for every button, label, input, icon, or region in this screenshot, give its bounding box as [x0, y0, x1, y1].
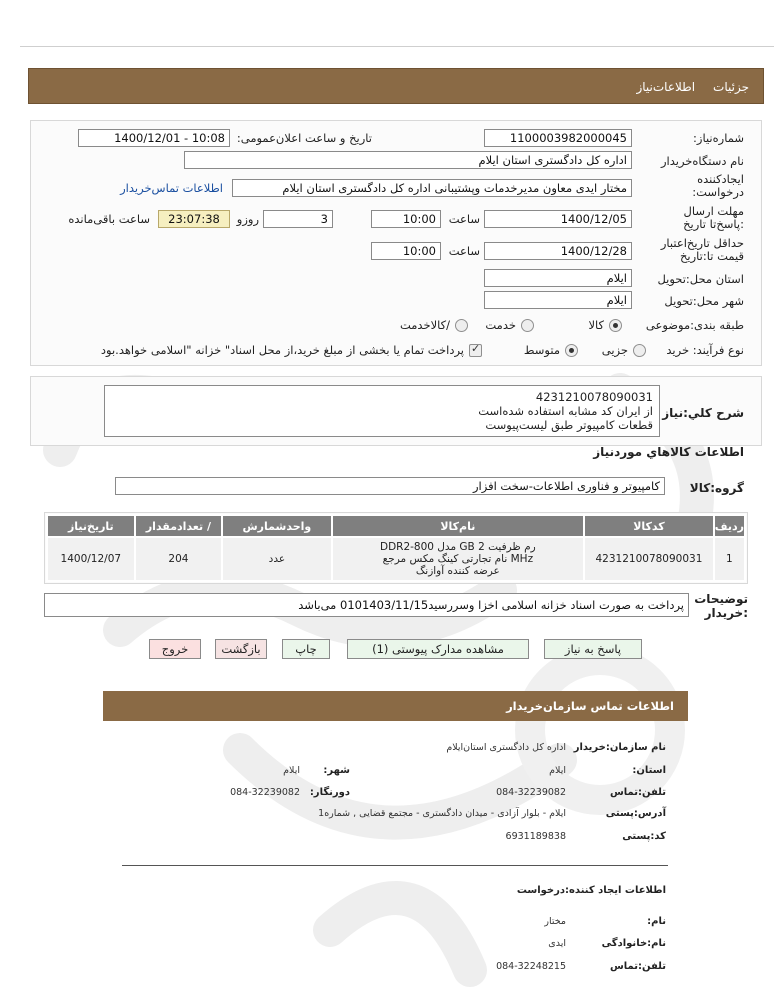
summary-line: 4231210078090031	[535, 390, 653, 404]
creator-phone-label: تلفن:تماس	[609, 961, 666, 972]
contact-fax-value: 084-32239082	[230, 787, 300, 798]
col-date: تاريخ‌نياز	[47, 515, 135, 537]
buyer-notes-field: پرداخت به صورت اسناد خزانه اسلامی اخزا وسررسید0101403/11/15 می‌باشد	[44, 593, 689, 617]
contact-city-value: ایلام	[283, 765, 300, 776]
creator-family-value: ایدی	[548, 938, 566, 949]
category-label: طبقه بندی:موضوعی	[645, 318, 744, 332]
goods-table	[46, 514, 746, 582]
contact-title: اطلاعات تماس سازمان‌خریدار	[506, 699, 674, 713]
goods-table-wrap	[46, 514, 746, 582]
remaining-time-field: 23:07:38	[158, 210, 230, 228]
contact-fax-label: دورنگار:	[309, 787, 350, 798]
name-line: عرضه کننده آوازنگ	[415, 565, 500, 577]
need-number-field: 1100003982000045	[484, 129, 632, 147]
goods-service-radio[interactable]	[455, 319, 468, 332]
name-line: رم ظرفیت GB 2 مدل DDR2-800	[379, 541, 536, 553]
minor-radio[interactable]	[633, 344, 646, 357]
province-label: استان محل:تحویل	[657, 272, 744, 286]
contact-province-value: ایلام	[549, 765, 566, 776]
validity-label: حداقل تاریخ‌اعتبار قیمت تا:تاریخ	[660, 236, 744, 263]
validity-time-label: ساعت	[448, 244, 480, 258]
days-field: 3	[263, 210, 333, 228]
contact-header	[103, 691, 688, 721]
creator-info-title: اطلاعات ایجاد کننده:درخواست	[516, 885, 666, 896]
print-button[interactable]: چاپ	[282, 639, 330, 659]
page-header	[28, 68, 764, 104]
cell-name	[332, 537, 585, 581]
contact-org-label: نام سازمان:خریدار	[573, 742, 666, 753]
province-field: ایلام	[484, 269, 632, 287]
medium-radio[interactable]	[565, 344, 578, 357]
announce-datetime-field: 1400/12/01 - 10:08	[78, 129, 230, 147]
cell-unit: عدد	[222, 537, 331, 581]
contact-postal-label: کد:پستی	[622, 831, 666, 842]
service-radio[interactable]	[521, 319, 534, 332]
buyer-org-label: نام دستگاه‌خریدار	[660, 154, 744, 168]
attachments-button[interactable]: مشاهده مدارک پیوستی (1)	[347, 639, 529, 659]
deadline-date-field: 1400/12/05	[484, 210, 632, 228]
cell-date: 1400/12/07	[47, 537, 135, 581]
deadline-time-field: 10:00	[371, 210, 441, 228]
process-option-minor[interactable]: جزیی	[602, 343, 646, 357]
contact-phone-value: 084-32239082	[496, 787, 566, 798]
buyer-notes-label: توضیحات :خریدار	[694, 592, 748, 620]
contact-org-value: اداره کل دادگستری استان‌ایلام	[446, 742, 566, 753]
creator-label: ایجادکننده درخواست:	[692, 172, 744, 199]
treasury-checkbox-row[interactable]: ✓ پرداخت تمام یا بخشی از مبلغ خرید،از محل اسناد" خزانه "اسلامی خواهد.بود	[101, 343, 482, 357]
col-unit: واحدشمارش	[222, 515, 331, 537]
contact-phone-label: تلفن:تماس	[609, 787, 666, 798]
days-label: روزو	[236, 212, 259, 226]
contact-city-label: شهر:	[323, 765, 350, 776]
goods-group-field: کامپیوتر و فناوری اطلاعات-سخت افزار	[115, 477, 665, 495]
cell-code: 4231210078090031	[584, 537, 714, 581]
col-code: كدكالا	[584, 515, 714, 537]
cell-index: 1	[714, 537, 745, 581]
contact-divider	[122, 865, 668, 866]
reply-button[interactable]: پاسخ به نیاز	[544, 639, 642, 659]
buyer-contact-link[interactable]: اطلاعات تماس‌خریدار	[120, 181, 223, 195]
buyer-org-field: اداره کل دادگستری استان ایلام	[184, 151, 632, 169]
table-row	[47, 537, 745, 581]
goods-group-label: گروه:کالا	[689, 481, 744, 495]
col-name: نام‌كالا	[332, 515, 585, 537]
col-qty: / تعدادمقدار	[135, 515, 223, 537]
deadline-label: مهلت ارسال :پاسخ‌تا تاریخ	[683, 204, 744, 231]
category-option-service[interactable]: خدمت	[485, 318, 534, 332]
deadline-time-label: ساعت	[448, 212, 480, 226]
name-line: MHz نام تجارتی کینگ مکس مرجع	[382, 553, 534, 565]
contact-postal-value: 6931189838	[505, 831, 566, 842]
contact-address-label: آدرس:پستی	[605, 808, 666, 819]
contact-province-label: استان:	[632, 765, 666, 776]
summary-box	[104, 385, 660, 437]
creator-name-label: نام:	[647, 916, 666, 927]
summary-label: شرح کلي:نياز	[662, 406, 744, 420]
goods-table-header	[47, 515, 745, 537]
remaining-time-label: ساعت باقی‌مانده	[68, 212, 150, 226]
announce-label: تاریخ و ساعت اعلان‌عمومی:	[236, 131, 372, 145]
col-row: رديف	[714, 515, 745, 537]
category-option-goods-service[interactable]: /کالاخدمت	[400, 318, 468, 332]
tab-need-info[interactable]: اطلاعات‌نیاز	[636, 80, 696, 94]
category-option-goods[interactable]: کالا	[588, 318, 622, 332]
process-label: نوع فرآیند: خرید	[666, 343, 744, 357]
goods-section-title: اطلاعات كالاهاي موردنياز	[593, 445, 744, 459]
creator-field: مختار ایدی معاون مدیرخدمات وپشتیبانی اداره کل دادگستری استان ایلام	[232, 179, 632, 197]
validity-date-field: 1400/12/28	[484, 242, 632, 260]
city-field: ایلام	[484, 291, 632, 309]
top-divider	[20, 46, 774, 47]
creator-phone-value: 084-32248215	[496, 961, 566, 972]
validity-time-field: 10:00	[371, 242, 441, 260]
treasury-checkbox[interactable]	[469, 344, 482, 357]
creator-family-label: نام:خانوادگی	[601, 938, 666, 949]
process-option-medium[interactable]: متوسط	[524, 343, 578, 357]
summary-line: از ایران کد مشابه استفاده شده‌است	[478, 404, 653, 418]
tab-details[interactable]: جزئیات	[713, 80, 749, 94]
contact-address-value: ایلام - بلوار آزادی - میدان دادگستری - مجتمع قضایی , شماره1	[318, 808, 566, 819]
creator-name-value: مختار	[544, 916, 566, 927]
need-number-label: شماره‌نیاز:	[693, 131, 744, 145]
city-label: شهر محل:تحویل	[664, 294, 744, 308]
exit-button[interactable]: خروج	[149, 639, 201, 659]
back-button[interactable]: بازگشت	[215, 639, 267, 659]
goods-radio[interactable]	[609, 319, 622, 332]
summary-line: قطعات کامپیوتر طبق لیست‌پیوست	[485, 418, 653, 432]
cell-qty: 204	[135, 537, 223, 581]
